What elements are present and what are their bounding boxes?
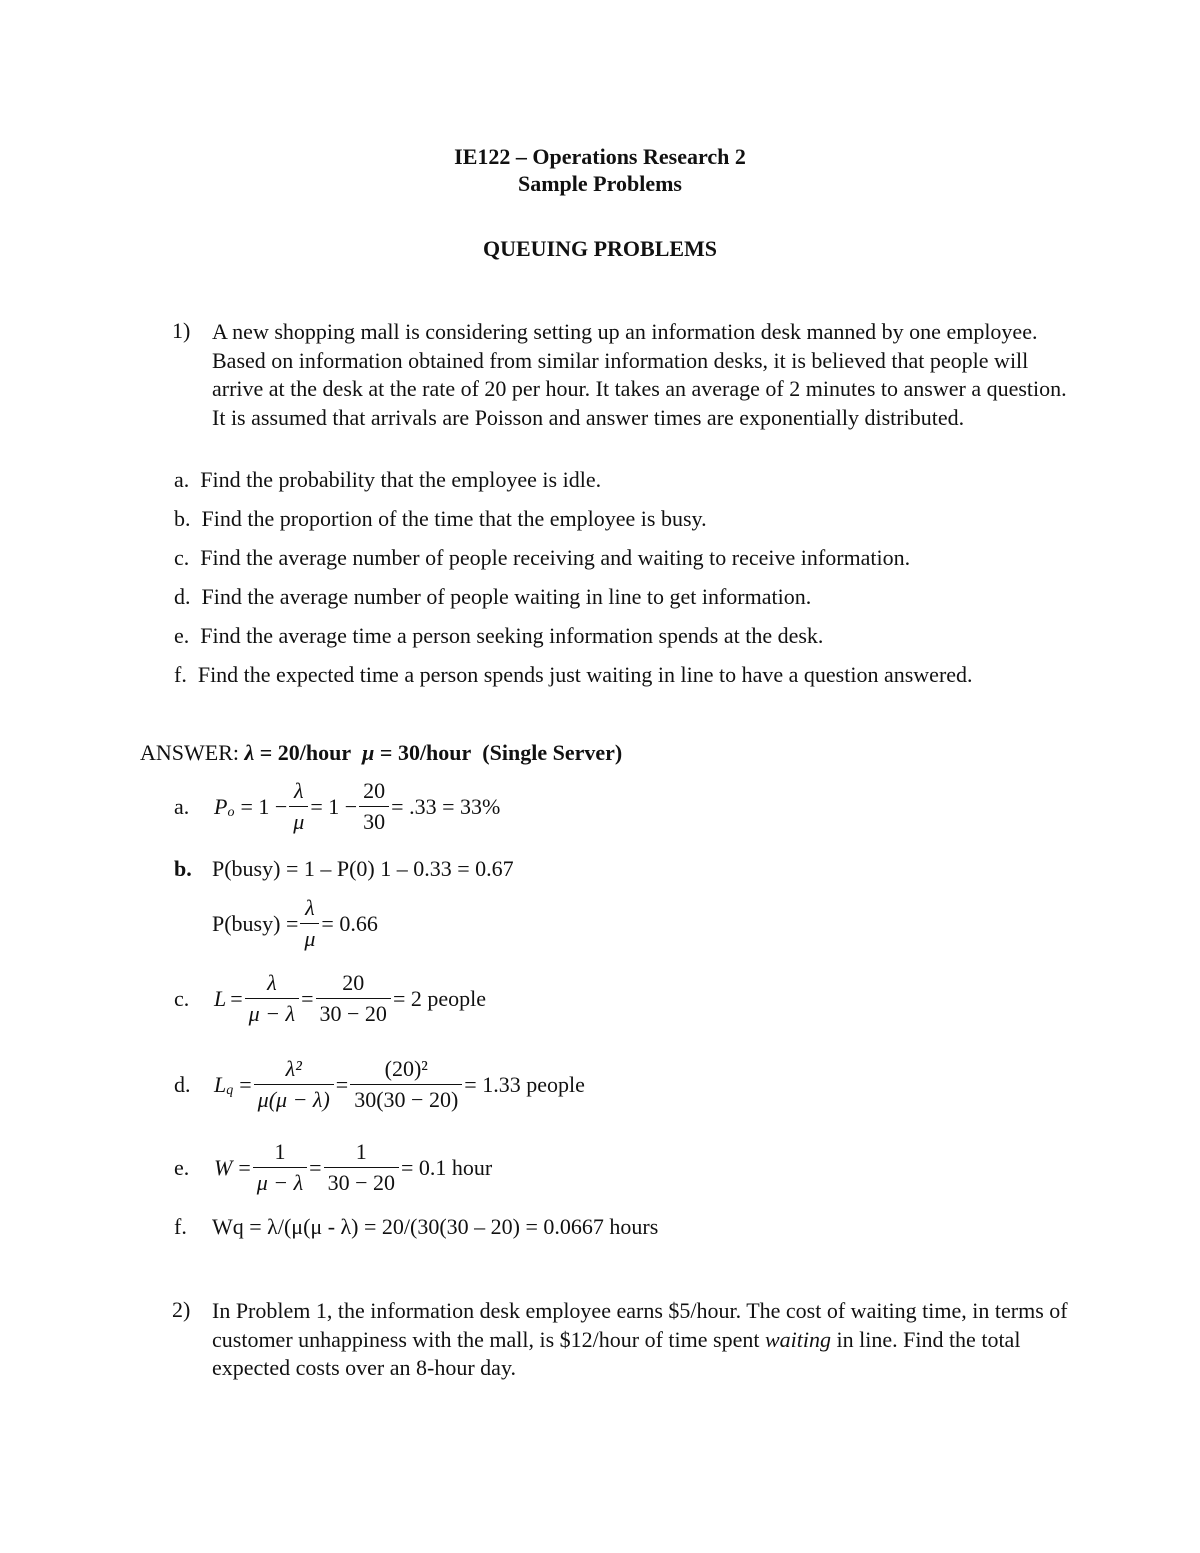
fraction: $\frac{1}{\mu - \lambda}$ <box>253 1137 307 1198</box>
fraction: $\frac{1}{30 - 20}$ <box>324 1137 399 1198</box>
fraction: $\frac{\lambda}{\mu}$ <box>289 776 308 837</box>
fraction: $\frac{\lambda}{\mu}$ <box>300 893 319 954</box>
answer-b-line1: b. P(busy) = 1 – P(0) 1 – 0.33 = 0.67 <box>174 856 514 881</box>
answer-c: c. L = $\frac{\lambda}{\mu - \lambda}$ = $\frac{20}{30 - 20}$ = 2 people <box>174 968 486 1029</box>
subtitle: Sample Problems <box>518 171 682 196</box>
fraction: $\frac{20}{30 - 20}$ <box>316 968 391 1029</box>
answer-f: f. Wq = λ/(μ(μ - λ) = 20/(30(30 – 20) = 0.0667 hours <box>174 1214 659 1239</box>
answer-e: e. W = $\frac{1}{\mu - \lambda}$ = $\frac{1}{30 - 20}$ = 0.1 hour <box>174 1137 492 1198</box>
list-item: c. Find the average number of people receiving and waiting to receive information. <box>174 545 911 570</box>
problem-1-number: 1) <box>172 318 191 343</box>
problem-1-text: A new shopping mall is considering setting up an information desk manned by one employee. Based on information obtained from similar information desks, it is believed that people will arrive at the desk at the rate of 20 per hour. It takes an average of 2 minutes to answer a question. It is assumed that arrivals are Poisson and answer times are exponentially distributed. <box>212 319 1067 430</box>
list-item: a. Find the probability that the employee is idle. <box>174 467 602 492</box>
answer-b-line2: P(busy) = $\frac{\lambda}{\mu}$ = 0.66 <box>212 893 378 954</box>
fraction: $\frac{\lambda}{\mu - \lambda}$ <box>245 968 299 1029</box>
problem-2-number: 2) <box>172 1297 191 1322</box>
answer-a: a. P o = 1 − $\frac{\lambda}{\mu}$ = 1 − $\frac{20}{30}$ = .33 = 33% <box>174 776 500 837</box>
list-item: d. Find the average number of people waiting in line to get information. <box>174 584 812 609</box>
fraction: $\frac{\text{(20)²}}{30(30 - 20)}$ <box>350 1054 462 1115</box>
list-item: e. Find the average time a person seeking information spends at the desk. <box>174 623 824 648</box>
answer-d: d. L q = $\frac{\text{λ²}}{\mu(\mu - \lambda)}$ = $\frac{\text{(20)²}}{30(30 - 20)}$ = 1.33 people <box>174 1054 585 1115</box>
problem-2-text: In Problem 1, the information desk employee earns $5/hour. The cost of waiting time, in terms of customer unhappiness with the mall, is $12/hour of time spent waiting in line. Find the total expected costs over an 8-hour day. <box>212 1298 1068 1380</box>
fraction: $\frac{20}{30}$ <box>359 776 389 837</box>
section-title: QUEUING PROBLEMS <box>482 236 718 261</box>
list-item: b. Find the proportion of the time that the employee is busy. <box>174 506 707 531</box>
fraction: $\frac{\text{λ²}}{\mu(\mu - \lambda)}$ <box>254 1054 334 1115</box>
answer-header: ANSWER: λ = 20/hour μ = 30/hour (Single Server) <box>140 740 623 765</box>
course-title: IE122 – Operations Research 2 <box>454 144 746 169</box>
list-item: f. Find the expected time a person spends just waiting in line to have a question answered. <box>174 662 973 687</box>
